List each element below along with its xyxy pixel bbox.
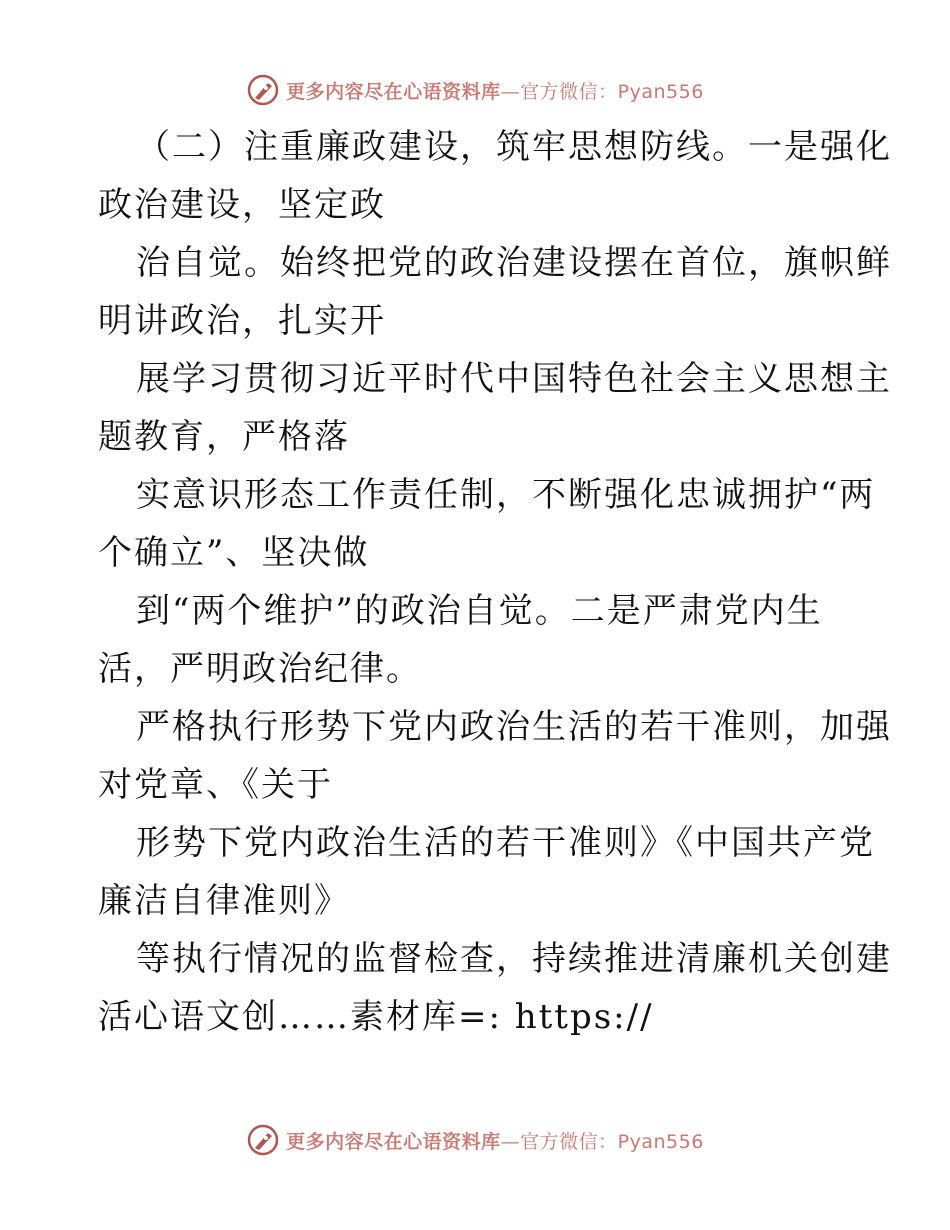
body-line: 廉洁自律准则》 [98, 881, 350, 921]
body-line: 政治建设，坚定政 [98, 185, 386, 225]
watermark-separator: — [500, 80, 521, 103]
body-line: 等执行情况的监督检查，持续推进清廉机关创建 [136, 939, 892, 979]
body-line: 到“两个维护”的政治自觉。二是严肃党内生 [136, 591, 823, 631]
body-line: （二）注重廉政建设，筑牢思想防线。一是强化 [136, 127, 892, 167]
watermark-text [286, 77, 704, 104]
body-line: 明讲政治，扎实开 [98, 301, 386, 341]
body-line: 对党章、《关于 [98, 765, 333, 805]
body-line: 治自觉。始终把党的政治建设摆在首位，旗帜鲜 [136, 243, 892, 283]
document-body [98, 118, 892, 1046]
body-line: 实意识形态工作责任制，不断强化忠诚拥护“两 [136, 475, 876, 515]
watermark-text [286, 1127, 704, 1154]
body-line: 活，严明政治纪律。 [98, 649, 422, 689]
pen-nib-circle-icon [246, 73, 280, 107]
watermark-wechat: 官方微信：Pyan556 [520, 1130, 704, 1153]
watermark-separator: — [500, 1130, 521, 1153]
body-line: 活心语文创……素材库=: https:// [98, 997, 654, 1037]
watermark-wechat: 官方微信：Pyan556 [520, 80, 704, 103]
body-line: 展学习贯彻习近平时代中国特色社会主义思想主 [136, 359, 892, 399]
watermark-main: 更多内容尽在心语资料库 [286, 80, 501, 103]
watermark-main: 更多内容尽在心语资料库 [286, 1130, 501, 1153]
footer-watermark [0, 1120, 950, 1160]
body-line: 题教育，严格落 [98, 417, 350, 457]
pen-nib-circle-icon [246, 1123, 280, 1157]
body-line: 形势下党内政治生活的若干准则》《中国共产党 [136, 823, 875, 863]
header-watermark [0, 70, 950, 110]
body-line: 个确立”、坚决做 [98, 533, 370, 573]
body-line: 严格执行形势下党内政治生活的若干准则，加强 [136, 707, 892, 747]
